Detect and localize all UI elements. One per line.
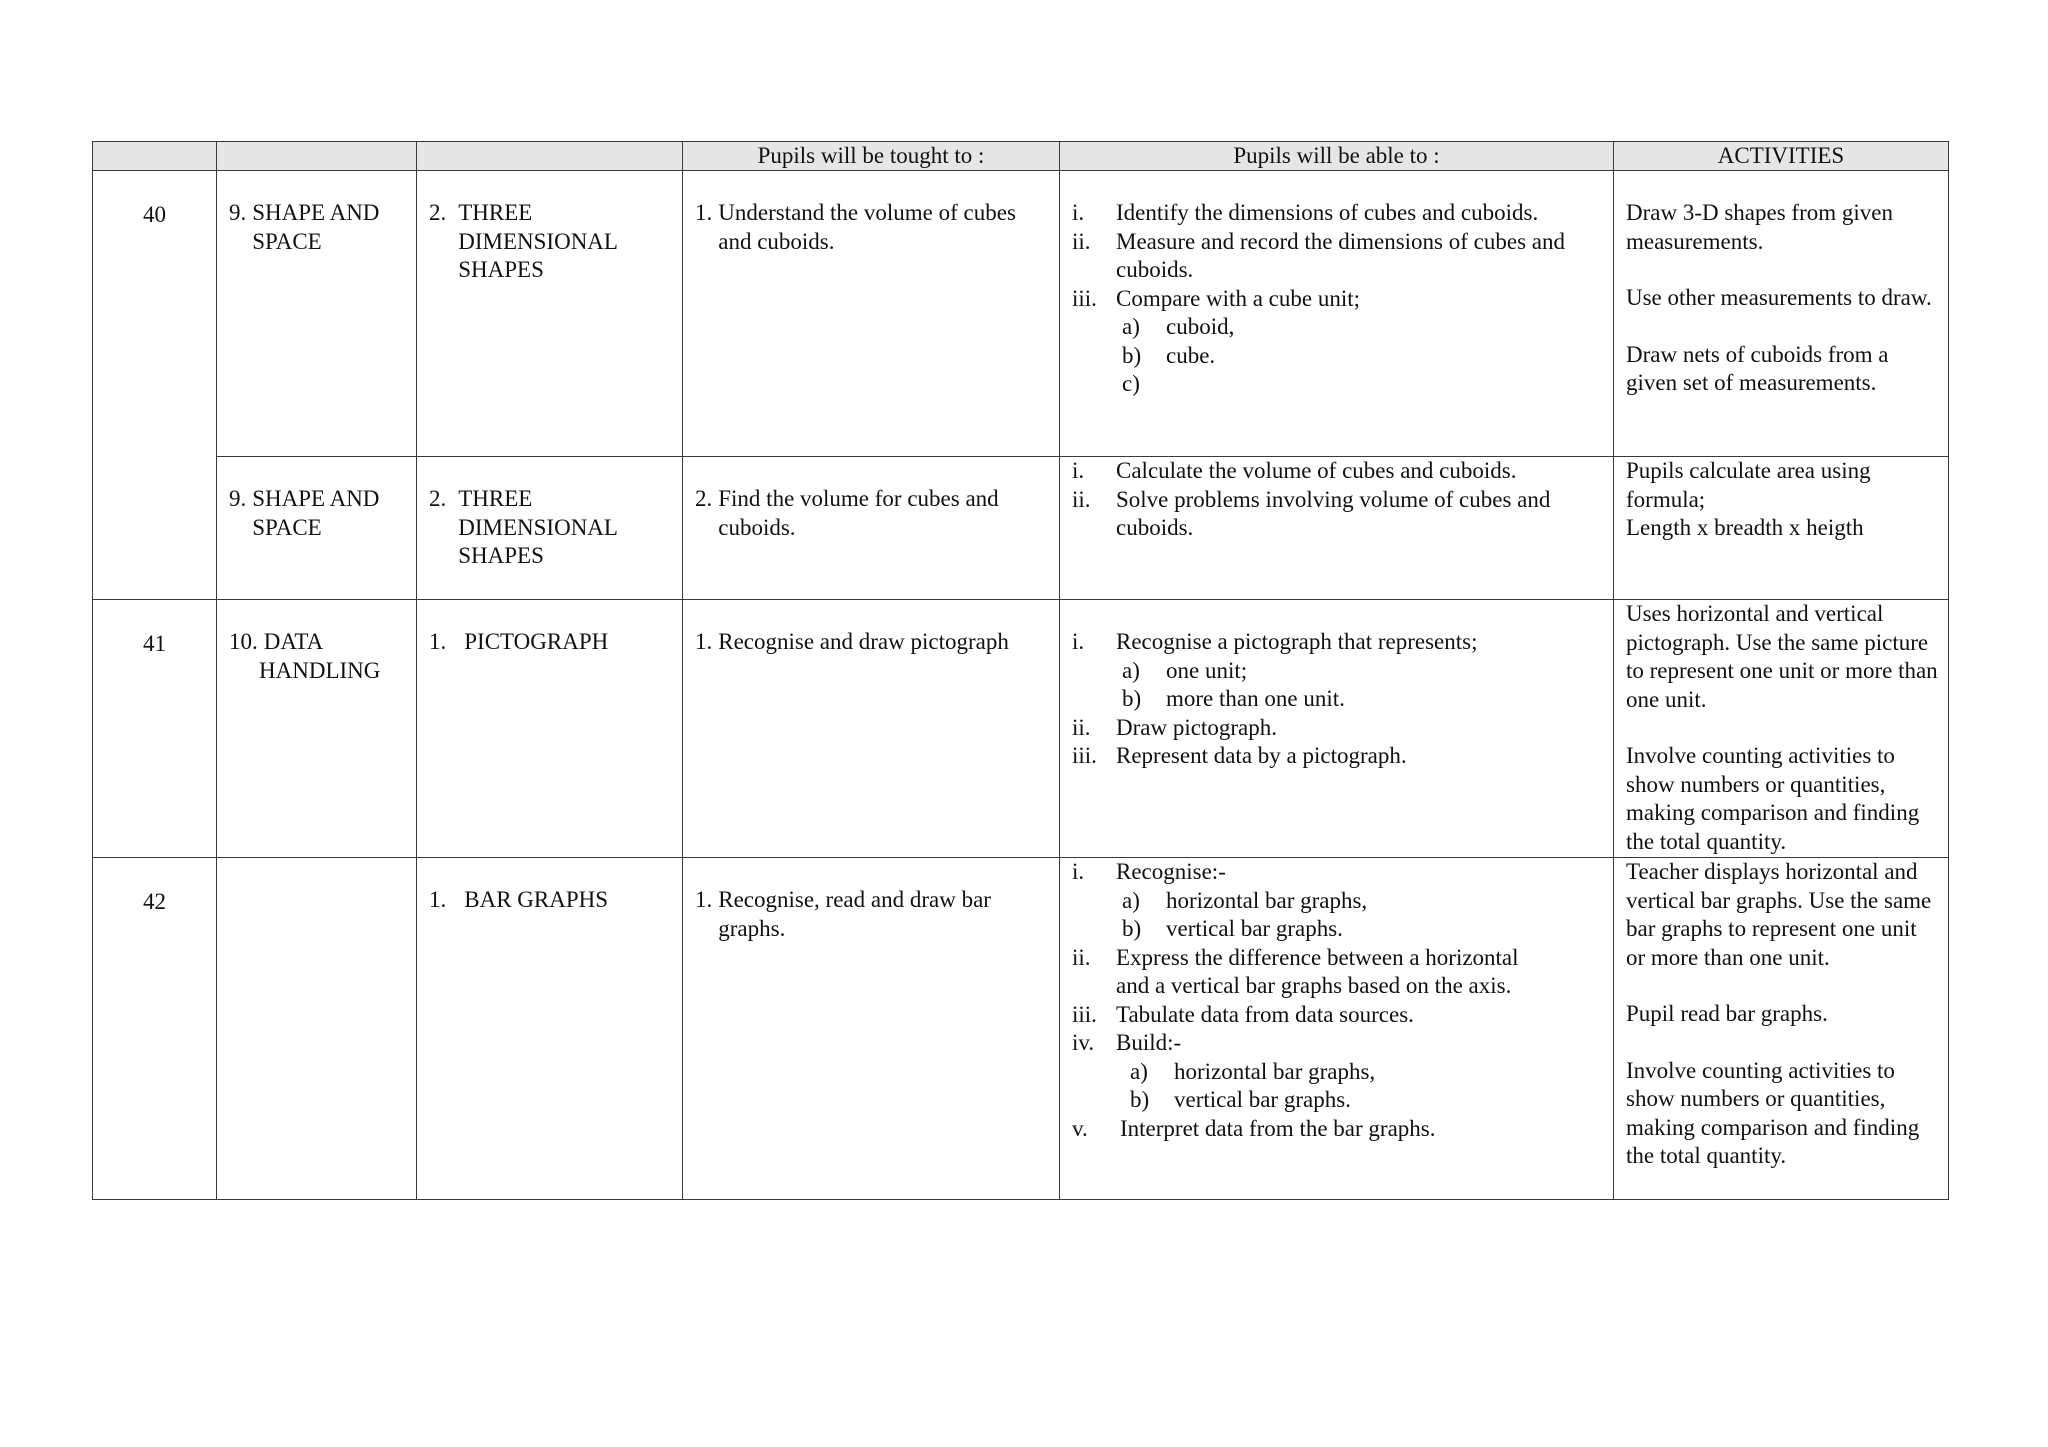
topic (417, 858, 683, 1200)
activities (1614, 858, 1949, 1200)
table-row (93, 600, 1949, 858)
outcomes (1060, 600, 1614, 858)
topic-label: BAR GRAPHS (464, 887, 609, 912)
outcomes (1060, 457, 1614, 600)
topic (417, 600, 683, 858)
topic (417, 171, 683, 457)
learning-area (217, 858, 417, 1200)
activities (1614, 171, 1949, 457)
area-label-line2: HANDLING (259, 657, 381, 683)
outcomes (1060, 858, 1614, 1200)
sub-item: a) one unit; (1122, 657, 1248, 683)
activity-text: Draw nets of cuboids from a given set of measurements. (1626, 341, 1889, 395)
table-row (93, 171, 1949, 457)
outcome-item: iv. Build:- (1072, 1030, 1182, 1055)
topic-label: PICTOGRAPH (464, 629, 609, 654)
header-week (93, 142, 217, 171)
header-topic (417, 142, 683, 171)
header-outcomes: Pupils will be able to : (1060, 142, 1614, 171)
objective-text: Find the volume for cubes and cuboids. (718, 486, 999, 540)
objective-number: 2. (695, 486, 713, 511)
outcome-item: iii. Represent data by a pictograph. (1072, 743, 1407, 768)
topic (417, 457, 683, 600)
sub-item: b) more than one unit. (1122, 686, 1345, 711)
activity-formula: Length x breadth x heigth (1626, 515, 1864, 540)
objective (683, 858, 1060, 1200)
header-activities: ACTIVITIES (1614, 142, 1949, 171)
sub-item: a) horizontal bar graphs, (1122, 887, 1368, 913)
outcome-item: ii. Express the difference between a horizontal and a vertical bar graphs based on the axis. (1072, 944, 1519, 998)
objective-text: Recognise and draw pictograph (718, 629, 1009, 654)
activity-text: Involve counting activities to show numbers or quantities, making comparison and finding the total quantity. (1626, 1057, 1920, 1168)
outcomes (1060, 171, 1614, 457)
objective-text: Understand the volume of cubes and cuboids. (718, 200, 1016, 254)
header-objectives: Pupils will be tought to : (683, 142, 1060, 171)
topic-number: 2. (429, 486, 447, 511)
outcome-item: iii. Tabulate data from data sources. (1072, 1001, 1414, 1027)
week-number: 40 (93, 171, 217, 600)
sub-item: b) vertical bar graphs. (1130, 1087, 1351, 1112)
topic-label: THREE DIMENSIONAL SHAPES (458, 486, 618, 568)
learning-area (217, 600, 417, 858)
sub-item: b) cube. (1122, 342, 1216, 368)
lesson-plan-table (92, 141, 1949, 1200)
objective-number: 1. (695, 200, 713, 225)
activity-text: Pupils calculate area using formula; (1626, 458, 1871, 512)
table-row (93, 858, 1949, 1200)
objective-number: 1. (695, 629, 713, 654)
outcome-item: v. Interpret data from the bar graphs. (1072, 1115, 1436, 1141)
objective-text: Recognise, read and draw bar graphs. (718, 887, 991, 941)
sub-item: a) cuboid, (1122, 314, 1235, 339)
objective (683, 171, 1060, 457)
outcome-item: i. Recognise a pictograph that represents; (1072, 629, 1478, 654)
outcome-item: ii. Measure and record the dimensions of cubes and cuboids. (1072, 228, 1565, 282)
activities (1614, 457, 1949, 600)
week-number: 42 (93, 858, 217, 1200)
area-label: SHAPE AND SPACE (252, 486, 380, 540)
area-label: SHAPE AND SPACE (252, 200, 380, 254)
topic-label: THREE DIMENSIONAL SHAPES (458, 200, 618, 282)
topic-number: 1. (429, 887, 447, 912)
sub-item: a) horizontal bar graphs, (1130, 1058, 1376, 1084)
week-number: 41 (93, 600, 217, 858)
activity-text: Teacher displays horizontal and vertical bar graphs. Use the same bar graphs to represent one unit or more than one unit. (1626, 859, 1932, 970)
sub-item: b) vertical bar graphs. (1122, 916, 1343, 941)
objective-number: 1. (695, 887, 713, 912)
outcome-item: i. Recognise:- (1072, 859, 1226, 884)
header-row (93, 142, 1949, 171)
objective (683, 600, 1060, 858)
table-row (93, 457, 1949, 600)
learning-area (217, 457, 417, 600)
topic-number: 2. (429, 200, 447, 225)
outcome-item: i. Identify the dimensions of cubes and cuboids. (1072, 200, 1539, 225)
area-label: DATA (263, 629, 324, 654)
activity-text: Draw 3-D shapes from given measurements. (1626, 200, 1893, 254)
outcome-item: i. Calculate the volume of cubes and cuboids. (1072, 458, 1517, 483)
activity-text: Involve counting activities to show numbers or quantities, making comparison and finding the total quantity. (1626, 743, 1920, 854)
header-learning-area (217, 142, 417, 171)
area-number: 9. (229, 200, 247, 225)
objective (683, 457, 1060, 600)
activity-text: Use other measurements to draw. (1626, 285, 1932, 310)
activity-text: Pupil read bar graphs. (1626, 1001, 1828, 1026)
activities (1614, 600, 1949, 858)
area-number: 9. (229, 486, 247, 511)
outcome-item: ii. Solve problems involving volume of cubes and cuboids. (1072, 486, 1551, 540)
outcome-item: ii. Draw pictograph. (1072, 714, 1277, 740)
topic-number: 1. (429, 629, 447, 654)
activity-text: Uses horizontal and vertical pictograph. Use the same picture to represent one unit or more than one unit. (1626, 601, 1938, 712)
area-number: 10. (229, 629, 258, 654)
outcome-item: iii. Compare with a cube unit; (1072, 285, 1360, 311)
sub-item: c) (1122, 371, 1140, 396)
learning-area (217, 171, 417, 457)
